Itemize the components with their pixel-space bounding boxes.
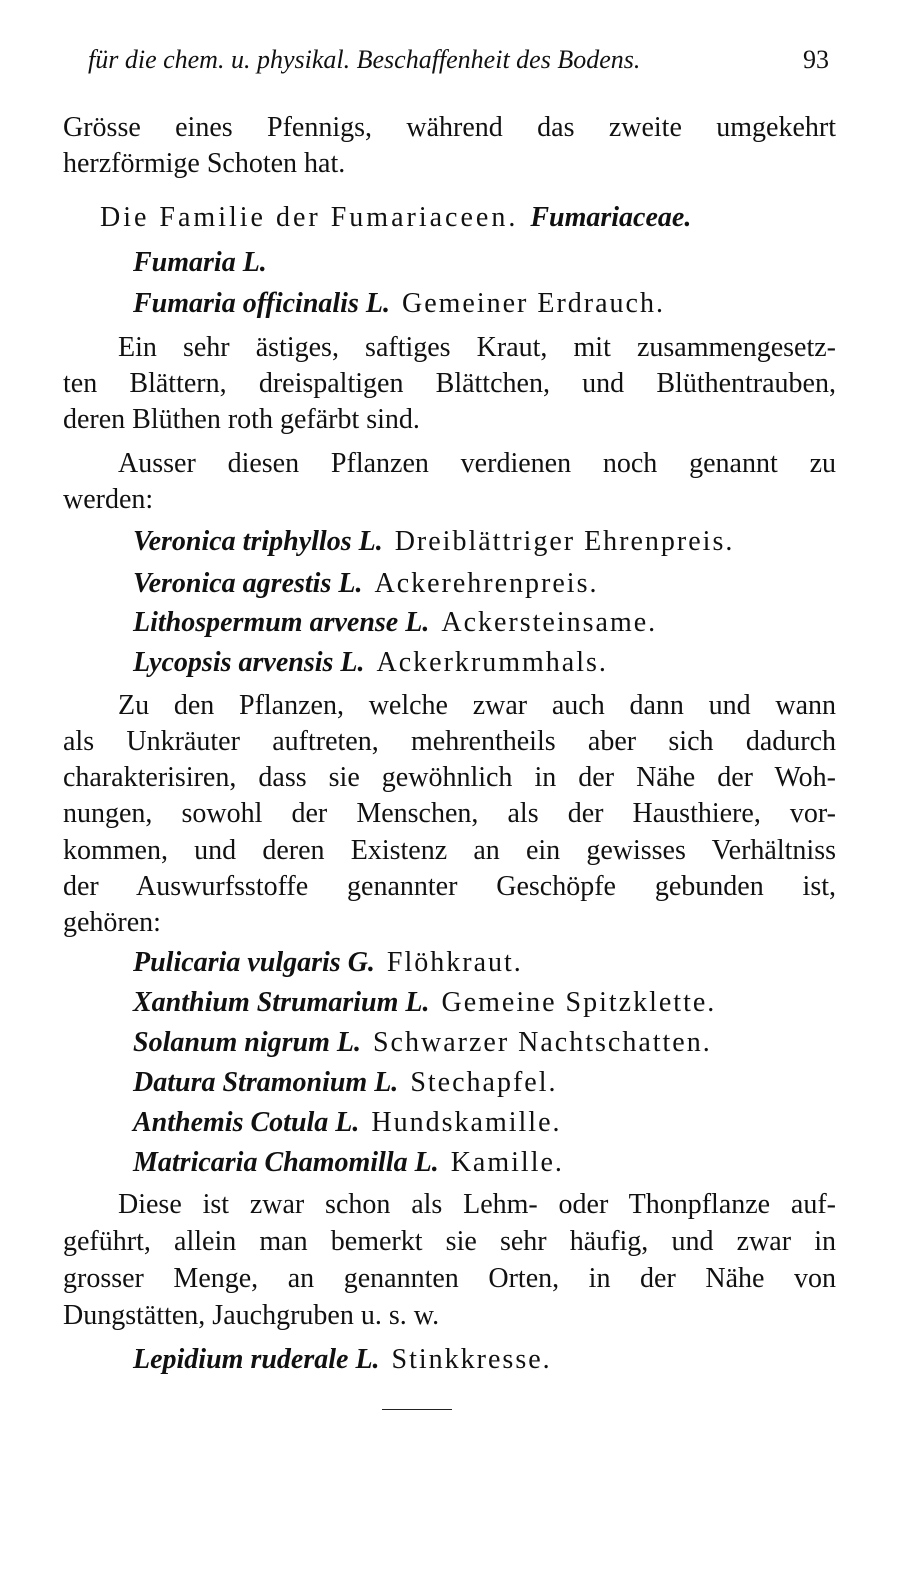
species-common-name: Gemeine Spitzklette. (441, 987, 717, 1018)
text-line: Zu den Pflanzen, welche zwar auch dann und wann (118, 690, 836, 721)
text-line: charakterisiren, dass sie gewöhnlich in der Nähe der Woh- (63, 762, 836, 793)
species-common-name: Stinkkresse. (391, 1344, 552, 1375)
text-line: als Unkräuter auftreten, mehrentheils aber sich dadurch (63, 726, 836, 757)
species-entry (133, 1025, 712, 1061)
species-entry (133, 945, 523, 981)
species-entry (133, 524, 734, 560)
species-entry (133, 286, 665, 322)
text-line: Dungstätten, Jauchgruben u. s. w. (63, 1300, 440, 1331)
text-line: grosser Menge, an genannten Orten, in der Nähe von (63, 1263, 836, 1294)
species-entry (133, 985, 716, 1021)
species-common-name: Schwarzer Nachtschatten. (372, 1027, 712, 1058)
running-header: für die chem. u. physikal. Beschaffenheit des Bodens. (88, 45, 641, 74)
species-common-name: Ackerkrummhals. (376, 647, 608, 678)
closing-rule (382, 1409, 452, 1410)
text-line: nungen, sowohl der Menschen, als der Hausthiere, vor- (63, 798, 836, 829)
text-line: herzförmige Schoten hat. (63, 148, 346, 179)
species-latin-name: Solanum nigrum L. (133, 1027, 361, 1058)
text-line: Grösse eines Pfennigs, während das zweite umgekehrt (63, 112, 836, 143)
genus-name: Fumaria L. (133, 247, 267, 278)
text-line: der Auswurfsstoffe genannter Geschöpfe gebunden ist, (63, 871, 836, 902)
species-latin-name: Veronica agrestis L. (133, 568, 363, 599)
species-latin-name: Matricaria Chamomilla L. (133, 1147, 439, 1178)
species-entry (133, 1105, 562, 1141)
species-latin-name: Datura Stramonium L. (133, 1067, 399, 1098)
species-common-name: Stechapfel. (410, 1067, 558, 1098)
species-latin-name: Lithospermum arvense L. (133, 607, 430, 638)
family-heading (100, 200, 691, 236)
page-number: 93 (803, 45, 829, 74)
species-latin-name: Fumaria officinalis L. (133, 288, 390, 319)
species-entry (133, 566, 598, 602)
text-line: werden: (63, 484, 154, 515)
species-common-name: Ackersteinsame. (441, 607, 658, 638)
species-common-name: Ackerehrenpreis. (374, 568, 599, 599)
species-latin-name: Lycopsis arvensis L. (133, 647, 365, 678)
text-line: Ausser diesen Pflanzen verdienen noch genannt zu (118, 448, 836, 479)
text-line: ten Blättern, dreispaltigen Blättchen, und Blüthentrauben, (63, 368, 836, 399)
text-line: deren Blüthen roth gefärbt sind. (63, 404, 420, 435)
species-entry (133, 1145, 564, 1181)
species-entry (133, 1342, 552, 1378)
text-line: Ein sehr ästiges, saftiges Kraut, mit zusammengesetz- (118, 332, 836, 363)
species-latin-name: Pulicaria vulgaris G. (133, 947, 375, 978)
species-latin-name: Xanthium Strumarium L. (133, 987, 430, 1018)
species-latin-name: Anthemis Cotula L. (133, 1107, 360, 1138)
species-common-name: Dreiblättriger Ehrenpreis. (394, 526, 735, 557)
species-entry (133, 645, 608, 681)
species-entry (133, 605, 657, 641)
family-latin-name: Fumariaceae. (530, 202, 692, 233)
species-latin-name: Lepidium ruderale L. (133, 1344, 380, 1375)
text-line: gehören: (63, 907, 161, 938)
species-entry (133, 1065, 557, 1101)
text-line: kommen, und deren Existenz an ein gewisses Verhältniss (63, 835, 836, 866)
species-latin-name: Veronica triphyllos L. (133, 526, 383, 557)
species-common-name: Flöhkraut. (386, 947, 523, 978)
text-line: geführt, allein man bemerkt sie sehr häufig, und zwar in (63, 1226, 836, 1257)
text-line: Diese ist zwar schon als Lehm- oder Thonpflanze auf- (118, 1189, 836, 1220)
species-common-name: Kamille. (450, 1147, 564, 1178)
species-common-name: Gemeiner Erdrauch. (401, 288, 665, 319)
species-common-name: Hundskamille. (371, 1107, 562, 1138)
family-name: Die Familie der Fumariaceen. (100, 202, 519, 233)
